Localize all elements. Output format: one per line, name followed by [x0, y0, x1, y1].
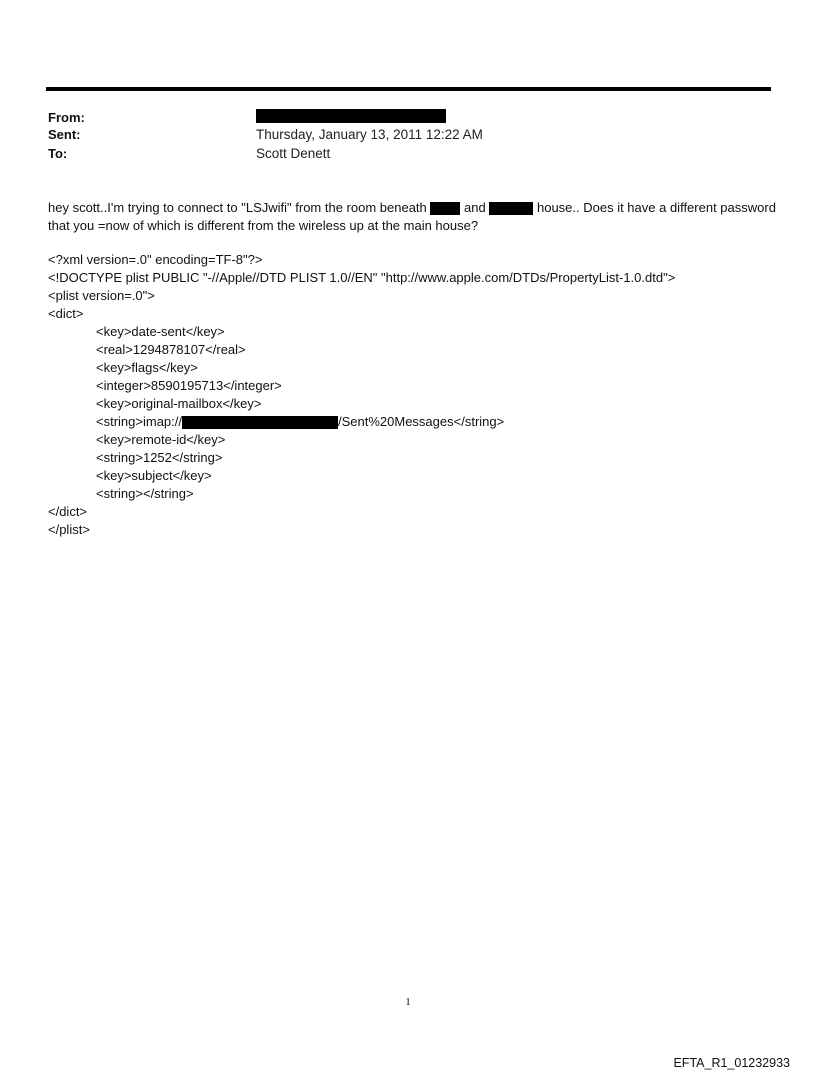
sent-value: Thursday, January 13, 2011 12:22 AM [256, 127, 483, 142]
redaction-box [256, 109, 446, 123]
dict-close-tag: </dict> [48, 504, 88, 519]
imap-suffix: /Sent%20Messages</string> [338, 414, 505, 429]
message-text-3: house.. Does it have a different password that you =now of which is different from the wireless up at the main house? [48, 200, 776, 233]
sent-label: Sent: [48, 127, 81, 142]
key-subject: <key>subject</key> [96, 468, 212, 483]
dict-open-tag: <dict> [48, 306, 84, 321]
document-id: EFTA_R1_01232933 [673, 1056, 790, 1070]
xml-declaration: <?xml version=.0" encoding=TF-8"?> [48, 252, 263, 267]
value-integer: <integer>8590195713</integer> [96, 378, 282, 393]
redaction-box [489, 202, 533, 215]
header-rule [46, 87, 771, 91]
message-body [48, 199, 778, 235]
value-real: <real>1294878107</real> [96, 342, 246, 357]
page-number: 1 [405, 996, 411, 1008]
plist-open-tag: <plist version=.0"> [48, 288, 155, 303]
doctype-line: <!DOCTYPE plist PUBLIC "-//Apple//DTD PLIST 1.0//EN" "http://www.apple.com/DTDs/PropertyList-1.0.dtd"> [48, 270, 676, 285]
value-subject: <string></string> [96, 486, 194, 501]
message-text-2: and [464, 200, 486, 215]
value-remote-id: <string>1252</string> [96, 450, 223, 465]
redaction-box [430, 202, 460, 215]
plist-block [48, 251, 778, 539]
key-remote-id: <key>remote-id</key> [96, 432, 226, 447]
redaction-box [182, 416, 338, 429]
value-original-mailbox [48, 413, 778, 431]
message-text-1: hey scott..I'm trying to connect to "LSJwifi" from the room beneath [48, 200, 427, 215]
from-value [256, 108, 446, 124]
to-value: Scott Denett [256, 146, 331, 161]
plist-close-tag: </plist> [48, 522, 90, 537]
key-original-mailbox: <key>original-mailbox</key> [96, 396, 262, 411]
from-label: From: [48, 110, 85, 125]
key-date-sent: <key>date-sent</key> [96, 324, 225, 339]
imap-prefix: <string>imap:// [96, 414, 182, 429]
key-flags: <key>flags</key> [96, 360, 198, 375]
to-label: To: [48, 146, 68, 161]
